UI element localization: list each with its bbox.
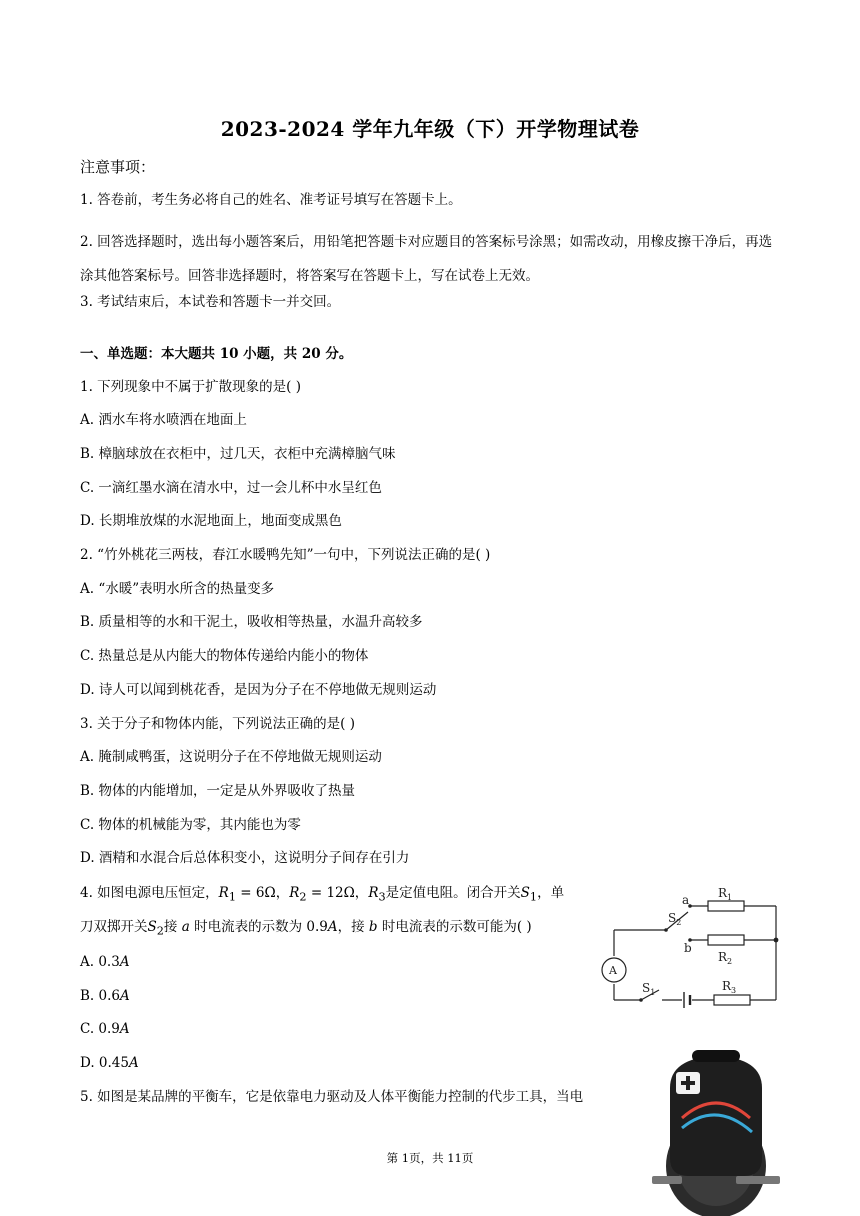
question-2-stem: 2. “竹外桃花三两枝，春江水暖鸭先知”一句中，下列说法正确的是( )	[80, 547, 491, 563]
label-s1: $S_1$	[642, 981, 656, 997]
q1-option-a: A. 洒水车将水喷洒在地面上	[80, 412, 247, 428]
section-heading: 一、单选题：本大题共 10 小题，共 20 分。	[80, 346, 353, 362]
q4-option-d: D. 0.45A	[80, 1055, 139, 1071]
page-title: 2023-2024 学年九年级（下）开学物理试卷	[220, 117, 640, 141]
label-r3: $R_3$	[722, 979, 737, 995]
page-footer: 第 1页，共 11页	[386, 1151, 474, 1165]
q2-option-c: C. 热量总是从内能大的物体传递给内能小的物体	[80, 648, 369, 664]
notes-heading: 注意事项：	[80, 158, 156, 176]
label-r2: $R_2$	[718, 950, 733, 966]
question-3-stem: 3. 关于分子和物体内能，下列说法正确的是( )	[80, 716, 355, 732]
q3-option-d: D. 酒精和水混合后总体积变小，这说明分子间存在引力	[80, 850, 410, 866]
question-5-stem: 5. 如图是某品牌的平衡车，它是依靠电力驱动及人体平衡能力控制的代步工具，当电	[80, 1089, 584, 1105]
q1-option-d: D. 长期堆放煤的水泥地面上，地面变成黑色	[80, 513, 342, 529]
label-b: b	[684, 941, 692, 955]
balance-unicycle-image	[648, 1048, 784, 1216]
label-r1: $R_1$	[718, 886, 733, 902]
question-1-stem: 1. 下列现象中不属于扩散现象的是( )	[80, 379, 301, 395]
label-a: a	[682, 893, 690, 907]
q4-option-b: B. 0.6A	[80, 988, 130, 1004]
q3-option-b: B. 物体的内能增加，一定是从外界吸收了热量	[80, 783, 356, 799]
note-item-2: 2. 回答选择题时，选出每小题答案后，用铅笔把答题卡对应题目的答案标号涂黑；如需改动，用橡皮擦干净后，再选涂其他答案标号。回答非选择题时，将答案写在答题卡上，写在试卷上无效。	[80, 234, 773, 284]
q4-option-c: C. 0.9A	[80, 1021, 130, 1037]
q3-option-c: C. 物体的机械能为零，其内能也为零	[80, 817, 301, 833]
question-4-stem-line2: 刀双掷开关$S_2$接 a 时电流表的示数为 0.9A，接 b 时电流表的示数可能为( )	[80, 919, 532, 938]
note-item-1: 1. 答卷前，考生务必将自己的姓名、准考证号填写在答题卡上。	[80, 192, 462, 208]
circuit-diagram	[596, 884, 786, 1009]
q2-option-b: B. 质量相等的水和干泥土，吸收相等热量，水温升高较多	[80, 614, 423, 630]
q1-option-c: C. 一滴红墨水滴在清水中，过一会儿杯中水呈红色	[80, 480, 382, 496]
q2-option-d: D. 诗人可以闻到桃花香，是因为分子在不停地做无规则运动	[80, 682, 437, 698]
q2-option-a: A. “水暖”表明水所含的热量变多	[80, 581, 275, 597]
label-s2: $S_2$	[668, 911, 682, 927]
pedal	[736, 1176, 780, 1184]
note-item-3: 3. 考试结束后，本试卷和答题卡一并交回。	[80, 294, 341, 310]
q3-option-a: A. 腌制咸鸭蛋，这说明分子在不停地做无规则运动	[80, 749, 382, 765]
question-4-stem-line1: 4. 如图电源电压恒定，$R_1 = 6\Omega$，$R_2 = 12\Omega$，$R_3$是定值电阻。闭合开关$S_1$，单	[80, 885, 565, 904]
q1-option-b: B. 樟脑球放在衣柜中，过几天，衣柜中充满樟脑气味	[80, 446, 396, 462]
ammeter-label: A	[609, 964, 617, 977]
q4-option-a: A. 0.3A	[80, 954, 130, 970]
